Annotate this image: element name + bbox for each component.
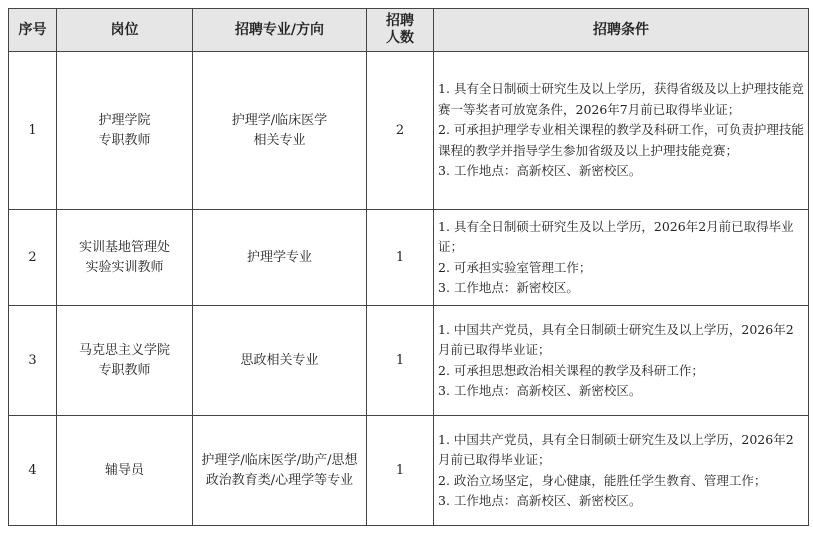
condition-item: 2. 可承担思想政治相关课程的教学及科研工作； bbox=[438, 362, 704, 378]
row-conditions bbox=[434, 416, 809, 526]
header-index: 序号 bbox=[9, 9, 57, 52]
row-index: 1 bbox=[9, 52, 57, 210]
header-count-label: 招聘人数 bbox=[386, 13, 414, 46]
header-conditions: 招聘条件 bbox=[434, 9, 809, 52]
header-row bbox=[9, 9, 809, 52]
condition-item: 1. 具有全日制硕士研究生及以上学历，获得省级及以上护理技能竞赛一等奖者可放宽条件，2026年7月前已取得毕业证； bbox=[438, 81, 804, 117]
table-row bbox=[9, 52, 809, 210]
row-index: 2 bbox=[9, 210, 57, 306]
condition-item: 1. 中国共产党员，具有全日制硕士研究生及以上学历，2026年2月前已取得毕业证； bbox=[438, 431, 794, 467]
condition-item: 2. 可承担实验室管理工作； bbox=[438, 259, 592, 275]
condition-item: 3. 工作地点：高新校区、新密校区。 bbox=[438, 163, 642, 179]
table-row bbox=[9, 306, 809, 416]
row-conditions bbox=[434, 52, 809, 210]
row-position: 辅导员 bbox=[57, 416, 193, 526]
row-major: 护理学/临床医学/助产/思想政治教育类/心理学等专业 bbox=[193, 416, 367, 526]
row-count: 1 bbox=[367, 210, 434, 306]
row-count: 1 bbox=[367, 416, 434, 526]
recruitment-table bbox=[8, 8, 809, 526]
row-position: 马克思主义学院 专职教师 bbox=[57, 306, 193, 416]
condition-item: 3. 工作地点：新密校区。 bbox=[438, 280, 579, 295]
condition-item: 2. 政治立场坚定，身心健康，能胜任学生教育、管理工作； bbox=[438, 472, 767, 488]
row-position: 护理学院 专职教师 bbox=[57, 52, 193, 210]
header-major: 招聘专业/方向 bbox=[193, 9, 367, 52]
condition-item: 3. 工作地点：高新校区、新密校区。 bbox=[438, 383, 642, 398]
row-position: 实训基地管理处 实验实训教师 bbox=[57, 210, 193, 306]
header-count bbox=[367, 9, 434, 52]
table-row bbox=[9, 210, 809, 306]
row-major: 护理学/临床医学 相关专业 bbox=[193, 52, 367, 210]
row-count: 1 bbox=[367, 306, 434, 416]
header-position: 岗位 bbox=[57, 9, 193, 52]
row-index: 4 bbox=[9, 416, 57, 526]
condition-item: 1. 中国共产党员，具有全日制硕士研究生及以上学历，2026年2月前已取得毕业证； bbox=[438, 321, 794, 357]
condition-item: 3. 工作地点：高新校区、新密校区。 bbox=[438, 493, 642, 508]
row-index: 3 bbox=[9, 306, 57, 416]
condition-item: 1. 具有全日制硕士研究生及以上学历，2026年2月前已取得毕业证； bbox=[438, 218, 794, 254]
row-conditions bbox=[434, 306, 809, 416]
row-count: 2 bbox=[367, 52, 434, 210]
row-major: 护理学专业 bbox=[193, 210, 367, 306]
row-major: 思政相关专业 bbox=[193, 306, 367, 416]
row-conditions bbox=[434, 210, 809, 306]
condition-item: 2. 可承担护理学专业相关课程的教学及科研工作，可负责护理技能课程的教学并指导学生参加省级及以上护理技能竞赛； bbox=[438, 122, 804, 158]
table-row bbox=[9, 416, 809, 526]
